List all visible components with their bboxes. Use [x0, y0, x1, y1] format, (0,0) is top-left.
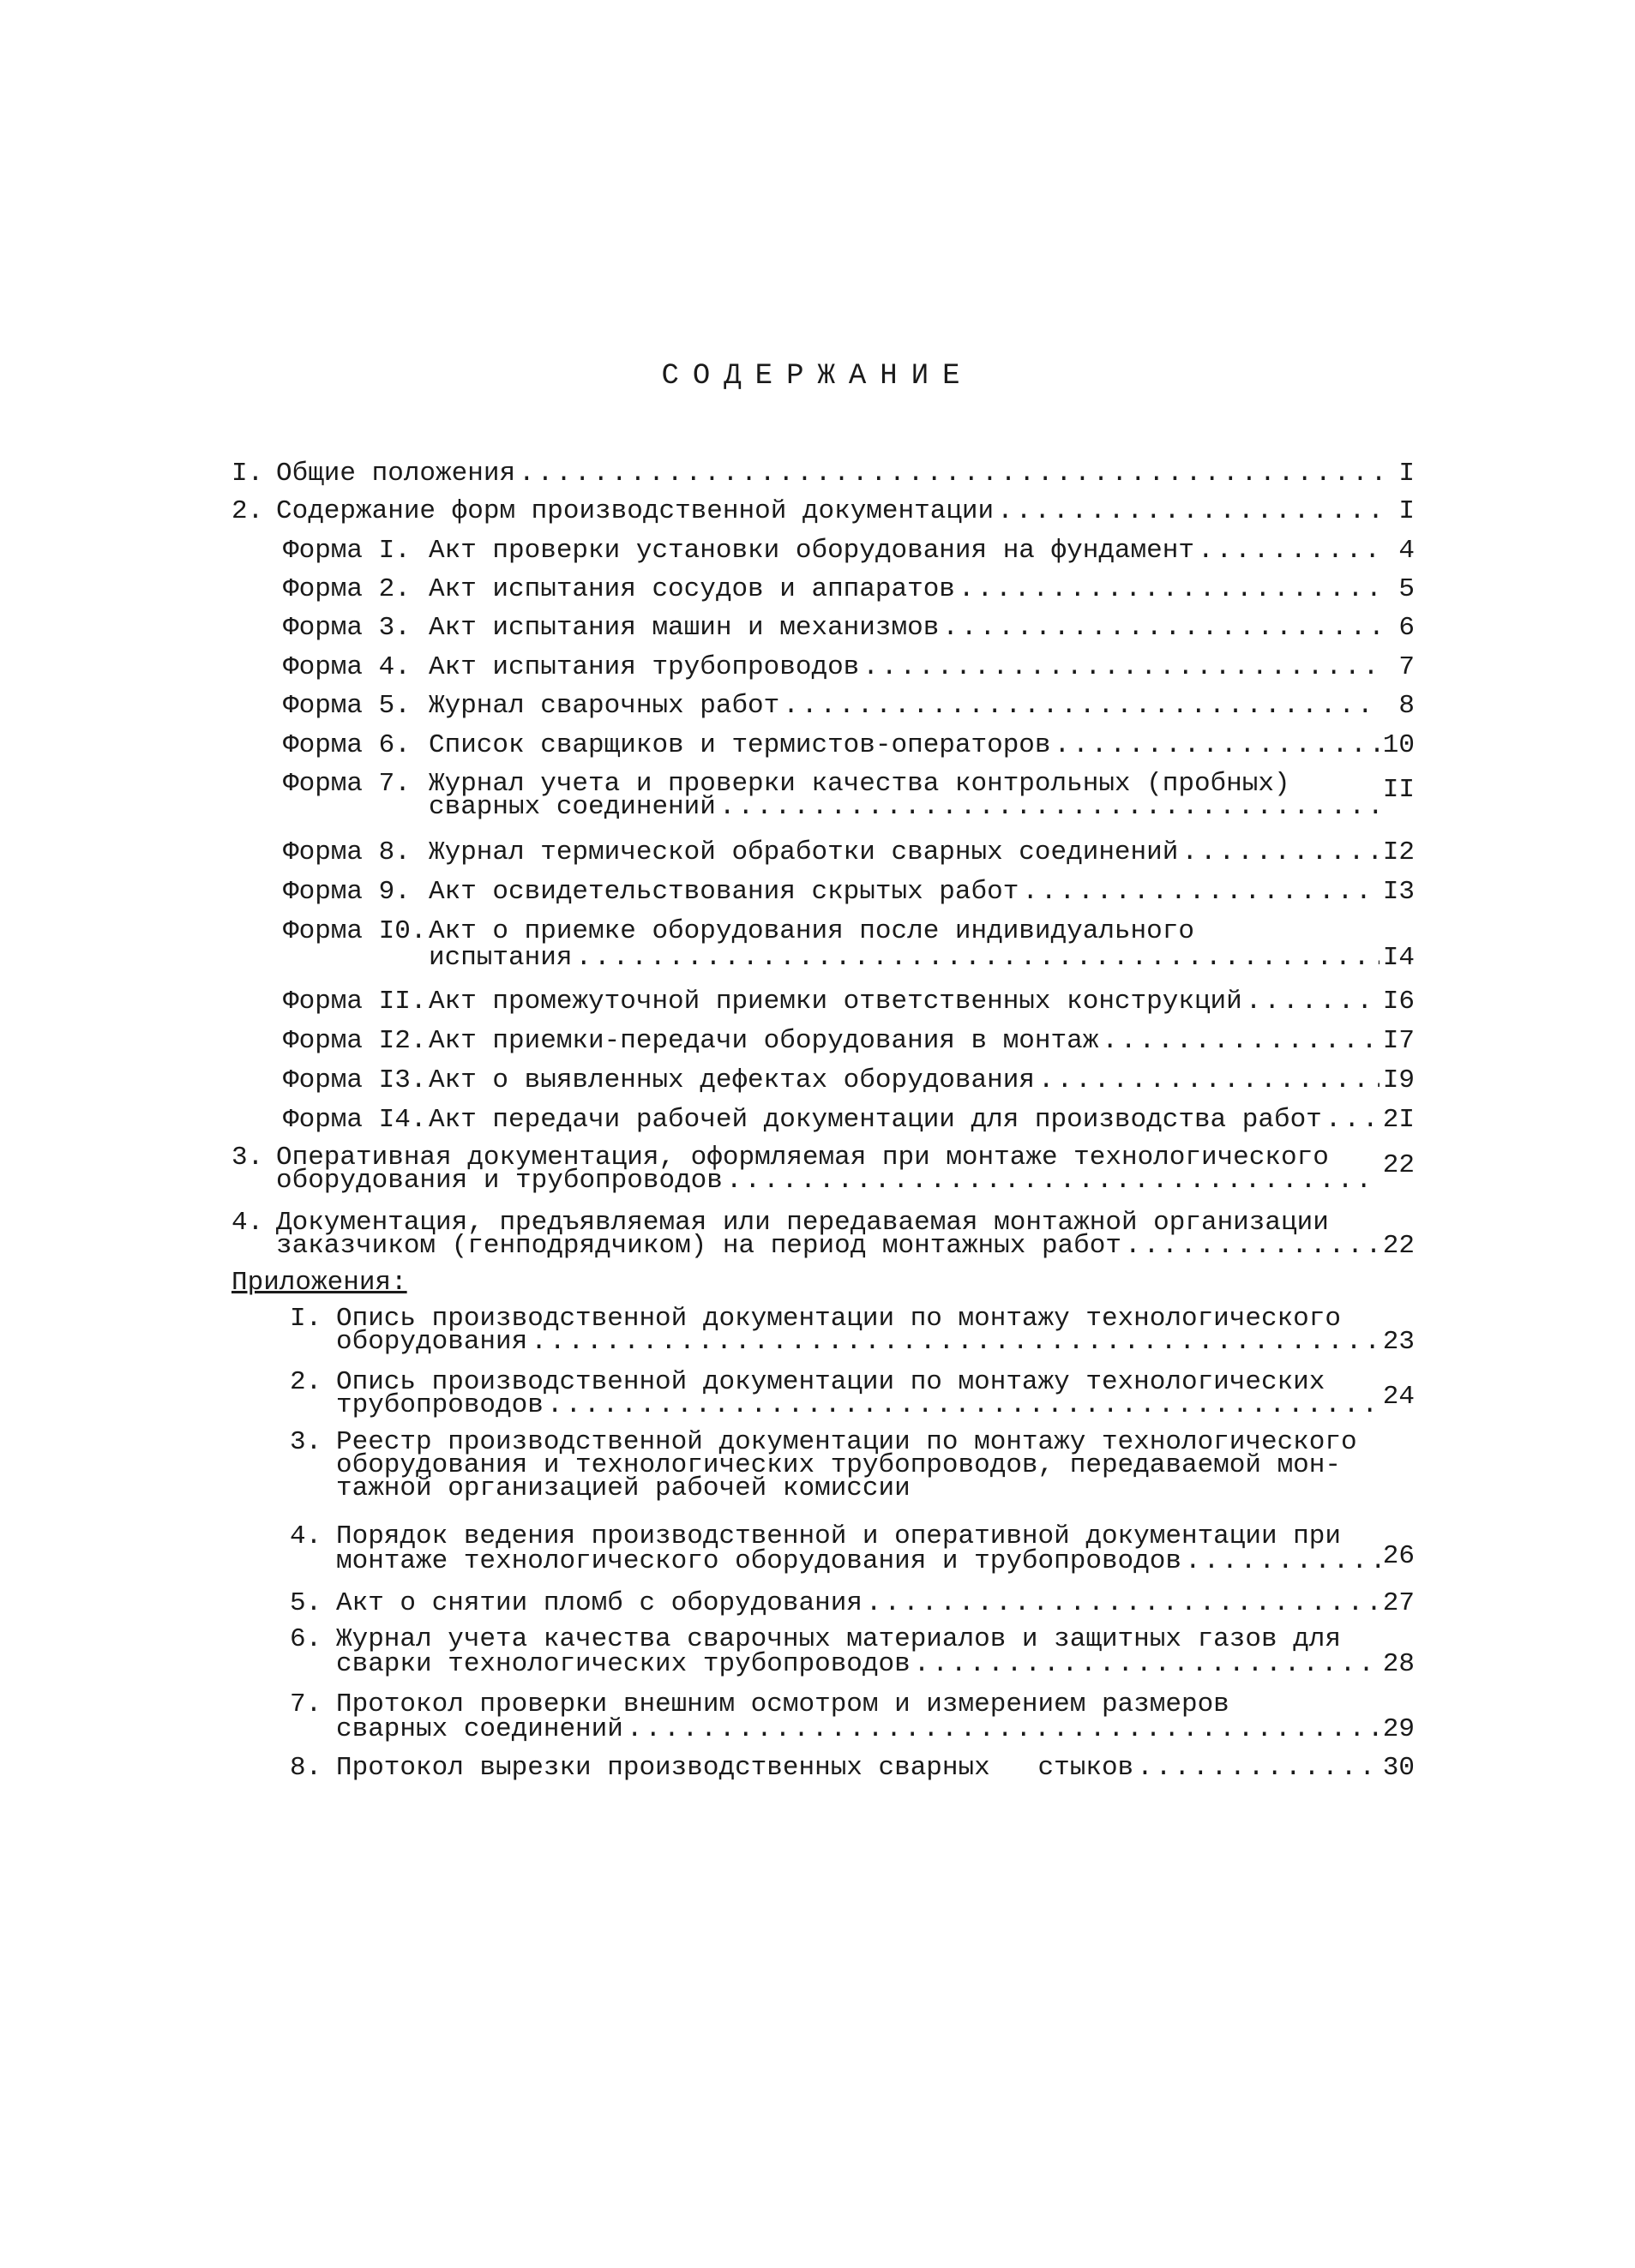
toc-appendix-7	[290, 1689, 1415, 1744]
entry-title: сварных соединений	[336, 1714, 623, 1744]
leader-dots	[1102, 1026, 1379, 1056]
toc-form-7	[283, 769, 1415, 822]
entry-number: Форма I.	[283, 536, 411, 566]
entry-title: оборудования и трубопроводов	[276, 1166, 723, 1196]
leader-dots	[719, 792, 1380, 822]
leader-dots	[1022, 877, 1379, 907]
entry-title: оборудования	[336, 1327, 528, 1357]
entry-number: 8.	[290, 1753, 322, 1783]
entry-page: I3	[1382, 877, 1415, 907]
entry-title: монтаже технологического оборудования и трубопроводов	[336, 1546, 1181, 1576]
page-title: СОДЕРЖАНИЕ	[661, 360, 974, 393]
toc-form-6	[283, 730, 1415, 760]
entry-number: 2.	[231, 496, 264, 526]
toc-form-8	[283, 837, 1415, 867]
entry-title: Протокол вырезки производственных сварных стыков	[336, 1753, 1134, 1783]
entry-title: Акт освидетельствования скрытых работ	[429, 877, 1019, 907]
entry-title-line1: Протокол проверки внешним осмотром и измерением размеров	[336, 1689, 1229, 1719]
entry-title-line1: Опись производственной документации по монтажу технологического	[336, 1304, 1341, 1334]
entry-title: Акт о снятии пломб с оборудования	[336, 1588, 863, 1618]
leader-dots	[1125, 1231, 1380, 1261]
entry-title-line1: Акт о приемке оборудования после индивидуального	[429, 916, 1194, 946]
entry-title-line1: Реестр производственной документации по монтажу технологического	[336, 1427, 1357, 1457]
toc-form-4	[283, 652, 1415, 682]
entry-number: Форма 2.	[283, 574, 411, 604]
toc-form-14	[283, 1105, 1415, 1135]
leader-dots	[863, 652, 1380, 682]
entry-title: сварных соединений	[429, 792, 716, 822]
toc-appendix-3	[290, 1427, 1415, 1503]
entry-number: Форма I3.	[283, 1065, 427, 1095]
entry-title: Акт испытания машин и механизмов	[429, 613, 940, 643]
leader-dots	[1055, 730, 1380, 760]
leader-dots	[519, 459, 1380, 489]
toc-appendix-5	[290, 1588, 1415, 1618]
entry-number: Форма I4.	[283, 1105, 427, 1135]
entry-page: 23	[1382, 1327, 1415, 1357]
entry-number: Форма I0.	[283, 916, 427, 946]
entry-number: Форма 6.	[283, 730, 411, 760]
entry-page: I9	[1382, 1065, 1415, 1095]
entry-title-line1: Документация, предъявляемая или передаваемая монтажной организации	[276, 1208, 1329, 1238]
entry-title: Журнал термической обработки сварных соединений	[429, 837, 1179, 867]
entry-title-line1: Оперативная документация, оформляемая при монтаже технологического	[276, 1143, 1329, 1173]
entry-page: 6	[1398, 613, 1415, 643]
leader-dots	[942, 613, 1380, 643]
entry-title: Акт промежуточной приемки ответственных конструкций	[429, 987, 1242, 1017]
leader-dots	[1246, 987, 1380, 1017]
entry-page: I6	[1382, 987, 1415, 1017]
entry-page: 24	[1382, 1382, 1415, 1412]
leader-dots	[726, 1166, 1380, 1196]
entry-number: 3.	[231, 1143, 264, 1173]
leader-dots	[1038, 1065, 1380, 1095]
entry-number: Форма 3.	[283, 613, 411, 643]
entry-page: 22	[1382, 1231, 1415, 1261]
entry-title: трубопроводов	[336, 1390, 544, 1420]
leader-dots	[1185, 1546, 1380, 1576]
entry-page: 7	[1398, 652, 1415, 682]
toc-appendix-1	[290, 1304, 1415, 1357]
leader-dots	[997, 496, 1380, 526]
entry-number: Форма 9.	[283, 877, 411, 907]
entry-page: I	[1398, 459, 1415, 489]
entry-number: 5.	[290, 1588, 322, 1618]
entry-number: 3.	[290, 1427, 322, 1457]
entry-page: I	[1398, 496, 1415, 526]
entry-page: 28	[1382, 1649, 1415, 1679]
entry-title: Акт приемки-передачи оборудования в монтаж	[429, 1026, 1099, 1056]
entry-title: Акт передачи рабочей документации для производства работ	[429, 1105, 1322, 1135]
toc-form-11	[283, 987, 1415, 1017]
leader-dots	[1181, 837, 1379, 867]
toc-appendix-2	[290, 1367, 1415, 1420]
toc-form-9	[283, 877, 1415, 907]
entry-page: I4	[1382, 943, 1415, 973]
entry-title-line2: оборудования и технологических трубопроводов, передаваемой мон-	[336, 1450, 1341, 1480]
entry-number: 2.	[290, 1367, 322, 1397]
entry-number: I.	[231, 459, 264, 489]
entry-title: Общие положения	[276, 459, 516, 489]
entry-page: 22	[1382, 1150, 1415, 1180]
leader-dots	[575, 943, 1379, 973]
entry-number: 6.	[290, 1624, 322, 1654]
toc-appendix-6	[290, 1624, 1415, 1679]
entry-number: Форма 7.	[283, 769, 411, 799]
toc-form-5	[283, 691, 1415, 721]
entry-number: 4.	[231, 1208, 264, 1238]
entry-title: Журнал сварочных работ	[429, 691, 780, 721]
entry-title: испытания	[429, 943, 573, 973]
entry-page: 27	[1382, 1588, 1415, 1618]
entry-number: 4.	[290, 1521, 322, 1551]
toc-section-3	[231, 1143, 1415, 1196]
entry-page: 2I	[1382, 1105, 1415, 1135]
leader-dots	[1325, 1105, 1380, 1135]
leader-dots	[1198, 536, 1380, 566]
toc-form-10	[283, 916, 1415, 973]
entry-number: I.	[290, 1304, 322, 1334]
leader-dots	[627, 1714, 1380, 1744]
entry-title: Список сварщиков и термистов-операторов	[429, 730, 1051, 760]
entry-title: Акт испытания трубопроводов	[429, 652, 860, 682]
leader-dots	[547, 1390, 1380, 1420]
entry-title-line1: Журнал учета качества сварочных материалов и защитных газов для	[336, 1624, 1341, 1654]
entry-page: 10	[1382, 730, 1415, 760]
entry-page: I2	[1382, 837, 1415, 867]
toc-form-12	[283, 1026, 1415, 1056]
entry-title: сварки технологических трубопроводов	[336, 1649, 911, 1679]
toc-form-2	[283, 574, 1415, 604]
entry-title: Акт испытания сосудов и аппаратов	[429, 574, 955, 604]
toc-section-1	[231, 459, 1415, 489]
entry-number: Форма II.	[283, 987, 427, 1017]
entry-page: 5	[1398, 574, 1415, 604]
leader-dots	[531, 1327, 1380, 1357]
entry-number: Форма 5.	[283, 691, 411, 721]
entry-number: Форма 4.	[283, 652, 411, 682]
entry-page: 4	[1398, 536, 1415, 566]
leader-dots	[959, 574, 1380, 604]
toc-form-1	[283, 536, 1415, 566]
entry-page: 26	[1382, 1541, 1415, 1571]
entry-page: 8	[1398, 691, 1415, 721]
toc-section-4	[231, 1208, 1415, 1261]
entry-number: Форма I2.	[283, 1026, 427, 1056]
entry-page: I7	[1382, 1026, 1415, 1056]
leader-dots	[866, 1588, 1380, 1618]
entry-number: Форма 8.	[283, 837, 411, 867]
entry-number: 7.	[290, 1689, 322, 1719]
entry-title: Содержание форм производственной документации	[276, 496, 995, 526]
toc-appendix-4	[290, 1521, 1415, 1576]
appendix-heading: Приложения:	[231, 1268, 407, 1298]
entry-title-line1: Порядок ведения производственной и оперативной документации при	[336, 1521, 1341, 1551]
toc-form-3	[283, 613, 1415, 643]
toc-appendix-8	[290, 1753, 1415, 1783]
toc-form-13	[283, 1065, 1415, 1095]
leader-dots	[914, 1649, 1380, 1679]
entry-title: тажной организацией рабочей комиссии	[336, 1473, 911, 1503]
toc-section-2	[231, 496, 1415, 526]
entry-title: Акт проверки установки оборудования на фундамент	[429, 536, 1194, 566]
entry-title: Акт о выявленных дефектах оборудования	[429, 1065, 1035, 1095]
entry-page: 29	[1382, 1714, 1415, 1744]
entry-page: II	[1382, 775, 1415, 805]
entry-title-line1: Опись производственной документации по монтажу технологических	[336, 1367, 1325, 1397]
entry-title: заказчиком (генподрядчиком) на период монтажных работ	[276, 1231, 1121, 1261]
leader-dots	[1137, 1753, 1380, 1783]
entry-title-line1: Журнал учета и проверки качества контрольных (пробных)	[429, 769, 1290, 799]
leader-dots	[783, 691, 1380, 721]
entry-page: 30	[1382, 1753, 1415, 1783]
